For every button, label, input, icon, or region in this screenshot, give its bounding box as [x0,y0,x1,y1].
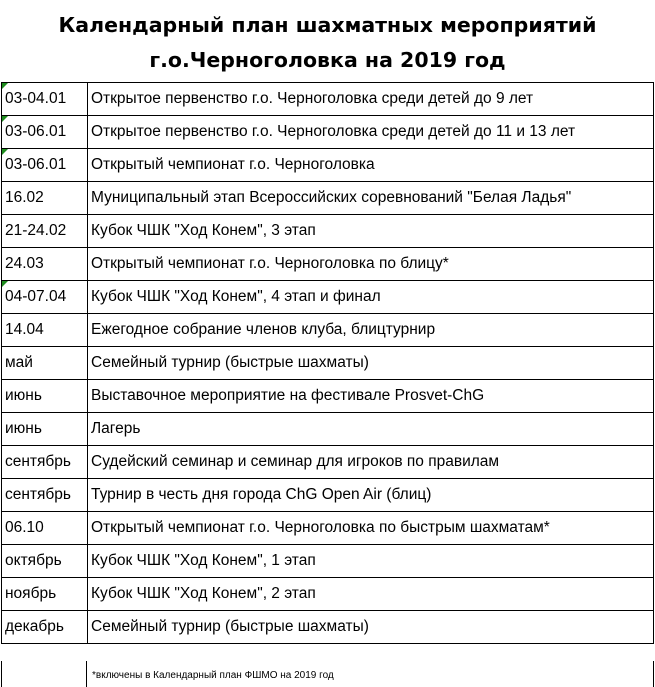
table-row [2,149,654,182]
event-title: Кубок ЧШК "Ход Конем", 2 этап [88,578,654,611]
event-date: май [2,347,88,380]
table-row [2,380,654,413]
table-row [2,116,654,149]
table-row [2,611,654,644]
event-title: Открытый чемпионат г.о. Черноголовка [88,149,654,182]
event-title: Открытый чемпионат г.о. Черноголовка по блицу* [88,248,654,281]
event-title: Открытое первенство г.о. Черноголовка среди детей до 9 лет [88,83,654,116]
footnote: *включены в Календарный план ФШМО на 2019 год [92,670,334,681]
table-row [2,413,654,446]
table-row [2,83,654,116]
event-date: сентябрь [2,446,88,479]
event-date: ноябрь [2,578,88,611]
table-row [2,248,654,281]
event-title: Кубок ЧШК "Ход Конем", 4 этап и финал [88,281,654,314]
table-row [2,182,654,215]
table-border-divider [86,661,87,687]
cell-comment-marker [2,281,8,287]
event-title: Кубок ЧШК "Ход Конем", 1 этап [88,545,654,578]
event-date: 24.03 [2,248,88,281]
event-title: Семейный турнир (быстрые шахматы) [88,611,654,644]
table-row [2,347,654,380]
table-row [2,545,654,578]
event-date: 03-06.01 [2,149,88,182]
cell-comment-marker [2,116,8,122]
event-title: Кубок ЧШК "Ход Конем", 3 этап [88,215,654,248]
page-title: Календарный план шахматных мероприятий [58,13,597,37]
event-date: 03-04.01 [2,83,88,116]
event-title: Открытый чемпионат г.о. Черноголовка по быстрым шахматам* [88,512,654,545]
table-border-right [653,661,654,687]
events-table [1,82,654,644]
table-row [2,512,654,545]
table-row [2,215,654,248]
event-date: 21-24.02 [2,215,88,248]
cell-comment-marker [2,83,8,89]
event-date: 03-06.01 [2,116,88,149]
table-row [2,314,654,347]
table-border-left [1,661,2,687]
event-title: Выставочное мероприятие на фестивале Prosvet-ChG [88,380,654,413]
event-title: Семейный турнир (быстрые шахматы) [88,347,654,380]
table-row [2,479,654,512]
event-title: Ежегодное собрание членов клуба, блицтурнир [88,314,654,347]
event-date: декабрь [2,611,88,644]
table-row [2,578,654,611]
event-date: 04-07.04 [2,281,88,314]
event-title: Турнир в честь дня города ChG Open Air (блиц) [88,479,654,512]
event-title: Открытое первенство г.о. Черноголовка среди детей до 11 и 13 лет [88,116,654,149]
event-date: октябрь [2,545,88,578]
event-date: сентябрь [2,479,88,512]
table-row [2,281,654,314]
event-date: 14.04 [2,314,88,347]
event-date: июнь [2,413,88,446]
table-row [2,446,654,479]
event-date: 16.02 [2,182,88,215]
cell-comment-marker [2,149,8,155]
event-date: 06.10 [2,512,88,545]
event-title: Судейский семинар и семинар для игроков по правилам [88,446,654,479]
page-subtitle: г.о.Черноголовка на 2019 год [149,48,506,72]
event-title: Лагерь [88,413,654,446]
event-title: Муниципальный этап Всероссийских соревнований "Белая Ладья" [88,182,654,215]
event-date: июнь [2,380,88,413]
